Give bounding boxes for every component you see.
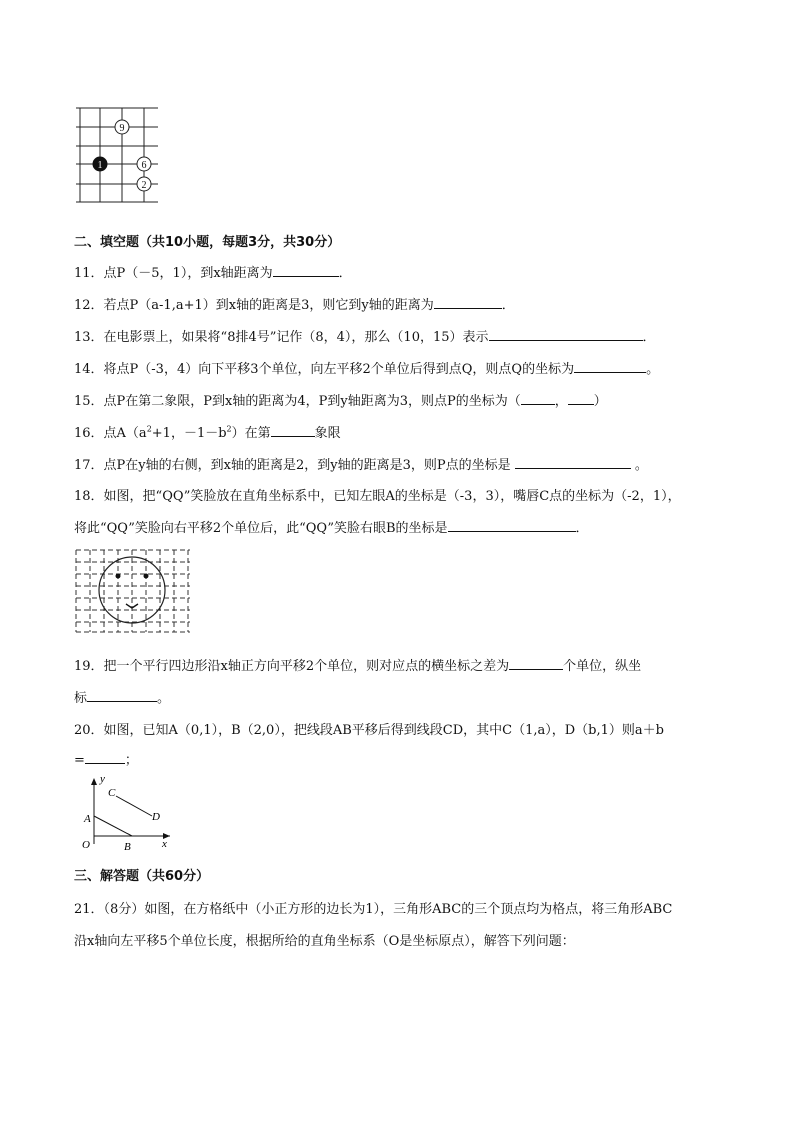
question-text: 16．点A（a	[74, 426, 147, 441]
go-stone-white	[137, 157, 151, 171]
x-axis-label: x	[162, 838, 167, 850]
punct: ）	[593, 394, 607, 409]
go-stone-black	[93, 157, 107, 171]
question-text: ）在第	[231, 426, 271, 441]
question-text: 20．如图，已知A（0,1），B（2,0），把线段AB平移后得到线段CD，其中C（1,a），D（b,1）则a＋b	[74, 723, 664, 738]
question-text: 21．（8分）如图，在方格纸中（小正方形的边长为1），三角形ABC的三个顶点均为格点，将三角形ABC	[74, 902, 673, 917]
svg-text:2: 2	[141, 180, 147, 191]
question-text: 15．点P在第二象限，P到x轴的距离为4，P到y轴距离为3，则点P的坐标为（	[74, 394, 521, 409]
superscript: 2	[146, 424, 152, 434]
punct: 。	[157, 691, 171, 706]
answer-blank[interactable]	[509, 657, 563, 670]
question-18-line1	[74, 485, 681, 504]
svg-text:9: 9	[119, 123, 125, 134]
question-text: 14．将点P（-3，4）向下平移3个单位，向左平移2个单位后得到点Q，则点Q的坐标为	[74, 362, 575, 377]
question-text: =	[74, 753, 85, 768]
section-heading: 二、填空题（共10小题，每题3分，共30分）	[74, 235, 341, 250]
answer-blank[interactable]	[448, 519, 576, 532]
question-13	[74, 326, 656, 345]
punct: ．	[338, 266, 352, 281]
question-text: 象限	[314, 426, 341, 441]
segment-cd	[116, 796, 152, 816]
punct: ，	[554, 394, 568, 409]
question-text: 个单位，纵坐	[563, 659, 642, 674]
question-17	[74, 454, 648, 473]
punct: ．	[642, 330, 656, 345]
section-heading: 三、解答题（共60分）	[74, 869, 210, 884]
go-board-figure	[72, 104, 162, 204]
y-axis-label: y	[100, 773, 105, 785]
question-text: 标	[74, 691, 88, 706]
question-text: 11．点P（－5，1），到x轴距离为	[74, 266, 273, 281]
segment-translation-figure	[74, 772, 178, 852]
question-21-line1	[74, 898, 672, 917]
point-c-label: C	[108, 787, 116, 799]
question-11	[74, 262, 352, 281]
question-text: 将此“QQ”笑脸向右平移2个单位后，此“QQ”笑脸右眼B的坐标是	[74, 521, 448, 536]
question-14	[74, 358, 659, 377]
answer-blank[interactable]	[273, 264, 339, 277]
answer-blank[interactable]	[85, 751, 125, 764]
question-19-line1	[74, 655, 641, 674]
answer-blank[interactable]	[87, 689, 157, 702]
answer-blank[interactable]	[434, 296, 502, 309]
answer-blank[interactable]	[568, 392, 594, 405]
punct: 。	[646, 362, 660, 377]
qq-smiley-figure	[74, 548, 192, 634]
answer-blank[interactable]	[489, 328, 643, 341]
superscript: 2	[226, 424, 232, 434]
question-21-line2	[74, 930, 575, 949]
point-a-label: A	[84, 813, 91, 825]
question-20-line1	[74, 719, 664, 738]
question-text: 17．点P在y轴的右侧，到x轴的距离是2，到y轴的距离是3，则P点的坐标是	[74, 458, 511, 473]
left-eye-point	[116, 574, 121, 579]
question-19-line2	[74, 687, 170, 706]
svg-text:1: 1	[97, 160, 103, 171]
question-text: 13．在电影票上，如果将“8排4号”记作（8，4），那么（10，15）表示	[74, 330, 489, 345]
punct: 。	[634, 458, 648, 473]
point-b-label: B	[124, 841, 131, 852]
point-d-label: D	[152, 811, 160, 823]
right-eye-point	[144, 574, 149, 579]
question-text: 12．若点P（a-1,a+1）到x轴的距离是3，则它到y轴的距离为	[74, 298, 434, 313]
question-15	[74, 390, 607, 409]
question-text: 18．如图，把“QQ”笑脸放在直角坐标系中，已知左眼A的坐标是（-3，3），嘴唇C点的坐标为（-2，1），	[74, 489, 681, 504]
answer-blank[interactable]	[515, 456, 631, 469]
go-stone-white	[137, 177, 151, 191]
answer-blank[interactable]	[574, 360, 646, 373]
question-text: 19．把一个平行四边形沿x轴正方向平移2个单位，则对应点的横坐标之差为	[74, 659, 510, 674]
question-text: 沿x轴向左平移5个单位长度，根据所给的直角坐标系（O是坐标原点），解答下列问题：	[74, 934, 575, 949]
punct: ；	[124, 753, 138, 768]
question-20-line2	[74, 749, 138, 768]
question-text: +1，－1－b	[151, 426, 227, 441]
punct: ．	[575, 521, 589, 536]
answer-blank[interactable]	[271, 424, 315, 437]
svg-text:6: 6	[141, 160, 147, 171]
go-stone-white	[115, 120, 129, 134]
question-18-line2	[74, 517, 589, 536]
segment-ab	[94, 816, 132, 836]
question-12	[74, 294, 515, 313]
punct: ．	[501, 298, 515, 313]
answer-blank[interactable]	[521, 392, 555, 405]
question-16	[74, 422, 341, 441]
origin-label: O	[82, 839, 90, 851]
